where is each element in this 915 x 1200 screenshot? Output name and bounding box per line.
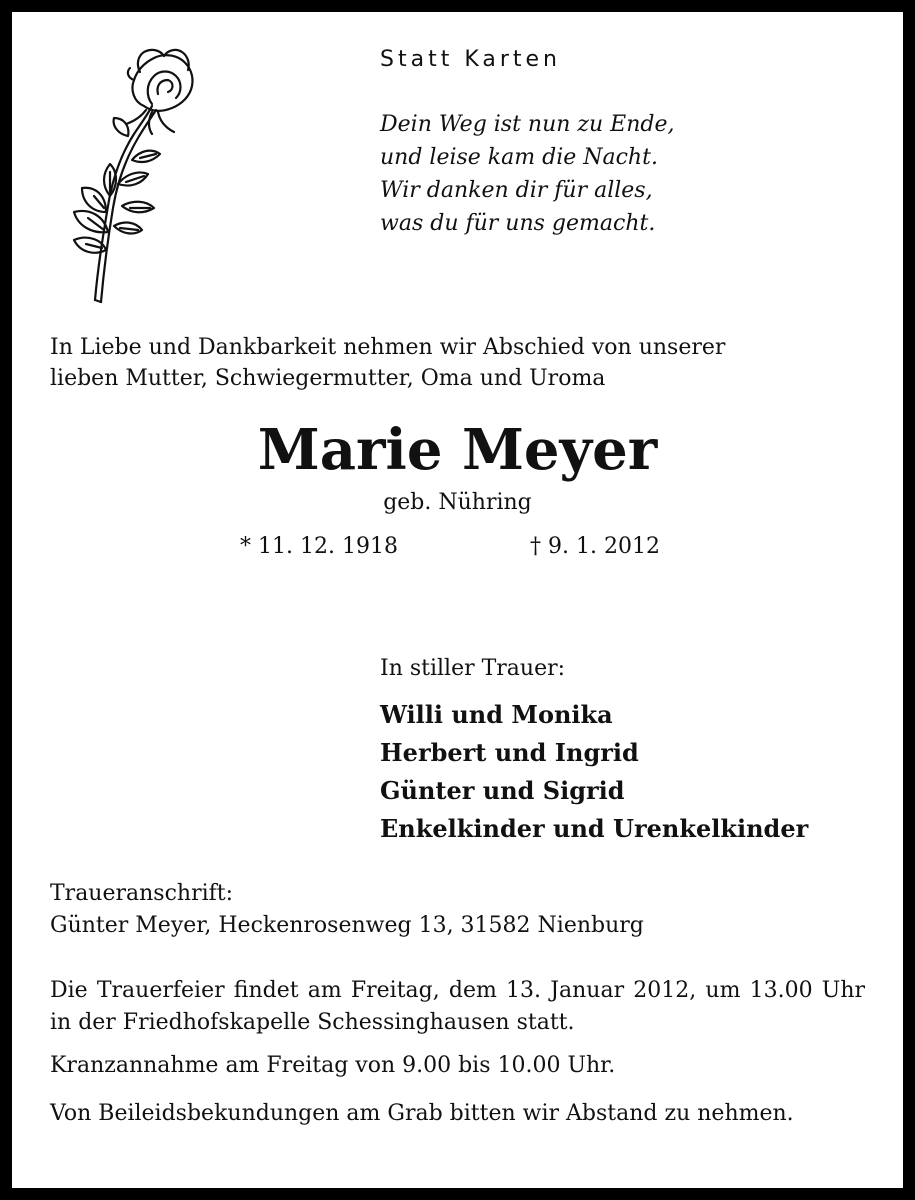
maiden-name: geb. Nühring (383, 490, 532, 515)
condolence-address (50, 878, 644, 942)
death-date: † 9. 1. 2012 (530, 534, 660, 559)
intro-line: lieben Mutter, Schwiegermutter, Oma und Uroma (50, 366, 606, 391)
address-label: Traueranschrift: (50, 881, 234, 906)
poem-line: und leise kam die Nacht. (380, 145, 658, 170)
wreath-notice: Kranzannahme am Freitag von 9.00 bis 10.00 Uhr. (50, 1053, 616, 1078)
poem-line: Wir danken dir für alles, (380, 178, 653, 203)
condolence-request-notice: Von Beileidsbekundungen am Grab bitten wir Abstand zu nehmen. (50, 1101, 794, 1126)
mourner: Willi und Monika (380, 700, 613, 729)
intro-text (50, 332, 725, 394)
deceased-name: Marie Meyer (257, 417, 658, 483)
mourner: Enkelkinder und Urenkelkinder (380, 814, 809, 843)
mourner: Herbert und Ingrid (380, 738, 639, 767)
mourners-list (380, 696, 808, 848)
address-value: Günter Meyer, Heckenrosenweg 13, 31582 Nienburg (50, 913, 644, 938)
funeral-service-notice: Die Trauerfeier findet am Freitag, dem 13. Januar 2012, um 13.00 Uhr in der Friedhofskapelle Schessinghausen statt. (50, 978, 865, 1035)
poem-line: was du für uns gemacht. (380, 211, 656, 236)
poem (380, 108, 675, 240)
mourning-label: In stiller Trauer: (380, 656, 566, 681)
rose-icon (48, 36, 208, 312)
statt-karten-heading: Statt Karten (380, 47, 561, 72)
mourner: Günter und Sigrid (380, 776, 625, 805)
intro-line: In Liebe und Dankbarkeit nehmen wir Abschied von unserer (50, 335, 726, 360)
birth-date: * 11. 12. 1918 (240, 534, 398, 559)
poem-line: Dein Weg ist nun zu Ende, (380, 112, 675, 137)
